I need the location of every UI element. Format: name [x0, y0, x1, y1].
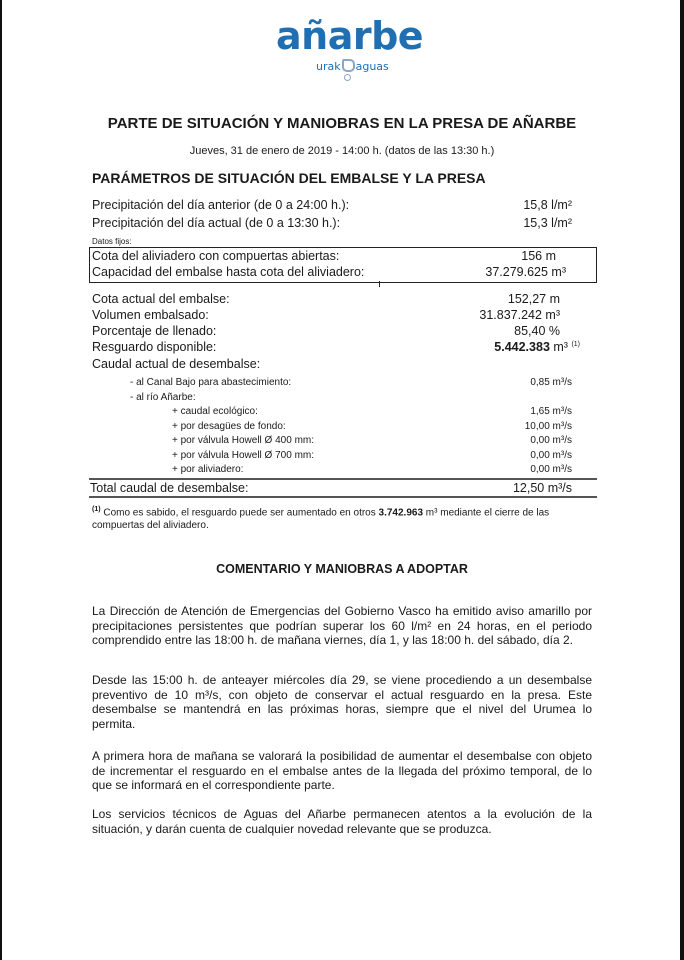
caudal-title: Caudal actual de desembalse: [92, 357, 261, 371]
resguardo-label: Resguardo disponible: [92, 340, 217, 354]
volumen-value: 31.837.242 m³ [479, 308, 560, 322]
footnote-ref: (1) [571, 340, 580, 348]
rio-label: - al río Añarbe: [130, 392, 196, 403]
page-title: PARTE DE SITUACIÓN Y MANIOBRAS EN LA PRESA DE AÑARBE [107, 115, 577, 132]
footnote [92, 503, 592, 532]
fixed-value: 37.279.625 m³ [485, 265, 566, 279]
logo-sub-right: aguas [355, 60, 389, 73]
porcentaje-value: 85,40 % [514, 324, 560, 338]
rio-item-label: + por válvula Howell Ø 400 mm: [172, 435, 315, 446]
fixed-data-note: Datos fijos: [92, 237, 132, 246]
logo-subtitle [316, 59, 389, 73]
precip-prev-label: Precipitación del día anterior (de 0 a 24:00 h.): [92, 198, 350, 212]
rio-item-value: 10,00 m³/s [524, 421, 572, 432]
fixed-label: Cota del aliviadero con compuertas abiertas: [92, 249, 340, 263]
rio-item-label: + por válvula Howell Ø 700 mm: [172, 450, 315, 461]
page-border-right [680, 0, 684, 960]
fixed-label: Capacidad del embalse hasta cota del aliviadero: [92, 265, 365, 279]
comments-section-title: COMENTARIO Y MANIOBRAS A ADOPTAR [216, 562, 468, 576]
rio-item-value: 0,00 m³/s [530, 435, 572, 446]
total-label: Total caudal de desembalse: [90, 481, 249, 495]
logo-sub-left: urak [316, 60, 341, 73]
footnote-bold: 3.742.963 [378, 507, 424, 519]
cota-actual-label: Cota actual del embalse: [92, 292, 230, 306]
resguardo-unit: m³ [549, 340, 568, 354]
total-bottom-divider [89, 496, 597, 498]
water-drop-dot-icon [344, 74, 351, 81]
comment-paragraph: La Dirección de Atención de Emergencias del Gobierno Vasco ha emitido aviso amarillo por precipitaciones persistentes que podrían superar los 60 l/m² en 24 horas, en el periodo comprendido entre las 18:00 h. de mañana viernes, día 1, y las 18:00 h. del sábado, día 2. [92, 604, 592, 647]
water-drop-icon [342, 59, 355, 72]
comment-paragraph: A primera hora de mañana se valorará la posibilidad de aumentar el desembalse con objeto de incrementar el resguardo en el embalse antes de la llegada del próximo temporal, de lo que se informará en el correspondiente parte. [92, 749, 592, 792]
rio-item-value: 0,00 m³/s [530, 450, 572, 461]
footnote-text-after: m³ mediante el cierre de las compuertas del aliviadero. [92, 507, 550, 532]
page-border-left [0, 0, 2, 960]
report-date: Jueves, 31 de enero de 2019 - 14:00 h. (datos de las 13:30 h.) [189, 145, 495, 157]
fixed-value: 156 m [521, 249, 556, 263]
canal-bajo-value: 0,85 m³/s [530, 377, 572, 388]
anarbe-logo [276, 14, 424, 80]
rio-item-label: + por desagües de fondo: [172, 421, 286, 432]
logo-wordmark: añarbe [276, 14, 424, 58]
canal-bajo-label: - al Canal Bajo para abastecimiento: [130, 377, 292, 388]
resguardo-number: 5.442.383 [494, 340, 550, 354]
footnote-text-before: Como es sabido, el resguardo puede ser aumentado en otros [100, 507, 379, 519]
precip-curr-label: Precipitación del día actual (de 0 a 13:30 h.): [92, 216, 341, 230]
comment-paragraph: Desde las 15:00 h. de anteayer miércoles día 29, se viene procediendo a un desembalse preventivo de 10 m³/s, con objeto de conservar el actual resguardo en la presa. Este desembalse se mantendrá en las próximas horas, siempre que el nivel del Urumea lo permita. [92, 673, 592, 731]
footnote-marker: (1) [92, 506, 101, 513]
rio-item-label: + caudal ecológico: [172, 406, 258, 417]
porcentaje-label: Porcentaje de llenado: [92, 324, 217, 338]
volumen-label: Volumen embalsado: [92, 308, 209, 322]
rio-item-value: 1,65 m³/s [530, 406, 572, 417]
parameters-section-title: PARÁMETROS DE SITUACIÓN DEL EMBALSE Y LA PRESA [92, 170, 486, 186]
cota-actual-value: 152,27 m [507, 292, 560, 306]
rio-item-value: 0,00 m³/s [530, 464, 572, 475]
rio-item-label: + por aliviadero: [172, 464, 244, 475]
box-divider [379, 281, 380, 287]
total-value: 12,50 m³/s [512, 481, 572, 495]
resguardo-value [494, 340, 580, 354]
total-top-divider [89, 478, 597, 480]
precip-curr-value: 15,3 l/m² [523, 216, 572, 230]
comment-paragraph: Los servicios técnicos de Aguas del Añarbe permanecen atentos a la evolución de la situación, y darán cuenta de cualquier novedad relevante que se produzca. [92, 807, 592, 836]
precip-prev-value: 15,8 l/m² [523, 198, 572, 212]
